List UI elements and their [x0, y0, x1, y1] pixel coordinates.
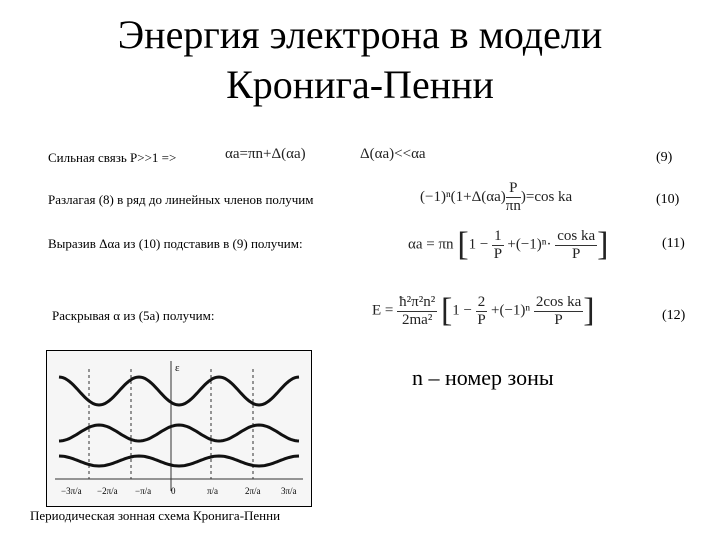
k-axis-ticks	[61, 486, 297, 496]
k-tick-label: −π/a	[135, 486, 152, 496]
formula-12: E = $\frac{\text{ħ²π²n²}}{\text{2ma²}}$ [1 − $\frac{2}{P}$ +(−1)ⁿ $\frac{\text{2cos ka}}{P}$ ]	[372, 292, 595, 329]
formula-10-suffix: )=cos ka	[520, 188, 573, 205]
formula-12-den: 2ma²	[402, 311, 433, 328]
formula-12-num: ħ²π²n²	[399, 293, 436, 310]
band-curve-3	[59, 456, 299, 466]
row-express: Выразив Δαa из (10) подставив в (9) получим:	[48, 236, 303, 251]
formula-11-one: 1 −	[468, 236, 489, 253]
formula-10-fraction	[506, 180, 521, 215]
formula-11-t2-num: cos ka	[557, 227, 596, 244]
figure-caption: Периодическая зонная схема Кронига-Пенни	[30, 508, 281, 523]
k-tick-label: π/a	[207, 486, 219, 496]
formula-10	[420, 180, 572, 215]
formula-11-mid: +(−1)ⁿ·	[507, 236, 552, 253]
formula-12-one: 1 −	[452, 302, 472, 319]
band-curve-1	[59, 377, 299, 405]
formula-11-t2-den: P	[572, 245, 581, 262]
formula-9b: Δ(αa)<<αa	[360, 146, 426, 162]
band-scheme-plot	[47, 351, 311, 506]
energy-axis-label: ε	[175, 362, 180, 374]
band-scheme-figure	[46, 350, 312, 507]
formula-12-t1-num: 2	[477, 293, 486, 310]
formula-10-den: πn	[505, 198, 521, 214]
k-tick-label: −3π/a	[61, 486, 82, 496]
formula-10-prefix: (−1)ⁿ(1+Δ(αa)	[420, 188, 506, 205]
row-strong-coupling: Сильная связь P>>1 =>	[48, 150, 177, 165]
formula-12-prefix: E =	[372, 302, 394, 319]
zone-number-note: n – номер зоны	[412, 365, 554, 390]
slide-title	[0, 10, 720, 110]
formula-11: αa = πn [1 − $\frac{1}{P}$ +(−1)ⁿ· $\frac{\text{cos ka}}{P}$ ]	[408, 226, 609, 263]
formula-12-fraction-1	[476, 294, 488, 329]
formula-11-fraction-1	[492, 228, 504, 263]
formula-12-fraction-2	[534, 294, 583, 329]
title-line-2: Кронига-Пенни	[226, 62, 494, 107]
formula-12-mid: +(−1)ⁿ	[491, 302, 531, 319]
formula-12-fraction-0	[397, 294, 437, 329]
k-tick-label: 3π/a	[281, 486, 297, 496]
row-expansion: Разлагая (8) в ряд до линейных членов получим	[48, 192, 314, 207]
formula-9a: αa=πn+Δ(αa)	[225, 146, 306, 162]
title-line-1: Энергия электрона в модели	[117, 12, 603, 57]
formula-10-num: P	[506, 180, 521, 198]
formula-12-t1-den: P	[477, 311, 486, 328]
k-tick-label: 2π/a	[245, 486, 261, 496]
formula-11-prefix: αa = πn	[408, 236, 454, 253]
equation-number-9: (9)	[656, 150, 673, 165]
k-tick-label: 0	[171, 486, 176, 496]
formula-11-fraction-2	[555, 228, 597, 263]
row-reveal: Раскрывая α из (5а) получим:	[52, 308, 215, 323]
formula-11-t1-num: 1	[494, 227, 502, 244]
equation-number-11: (11)	[662, 236, 685, 251]
equation-number-12: (12)	[662, 308, 686, 323]
formula-12-t2-num: 2cos ka	[535, 293, 582, 310]
k-tick-label: −2π/a	[97, 486, 118, 496]
formula-11-t1-den: P	[493, 245, 503, 262]
formula-12-t2-den: P	[554, 311, 563, 328]
band-curve-2	[59, 425, 299, 441]
equation-number-10: (10)	[656, 192, 680, 207]
